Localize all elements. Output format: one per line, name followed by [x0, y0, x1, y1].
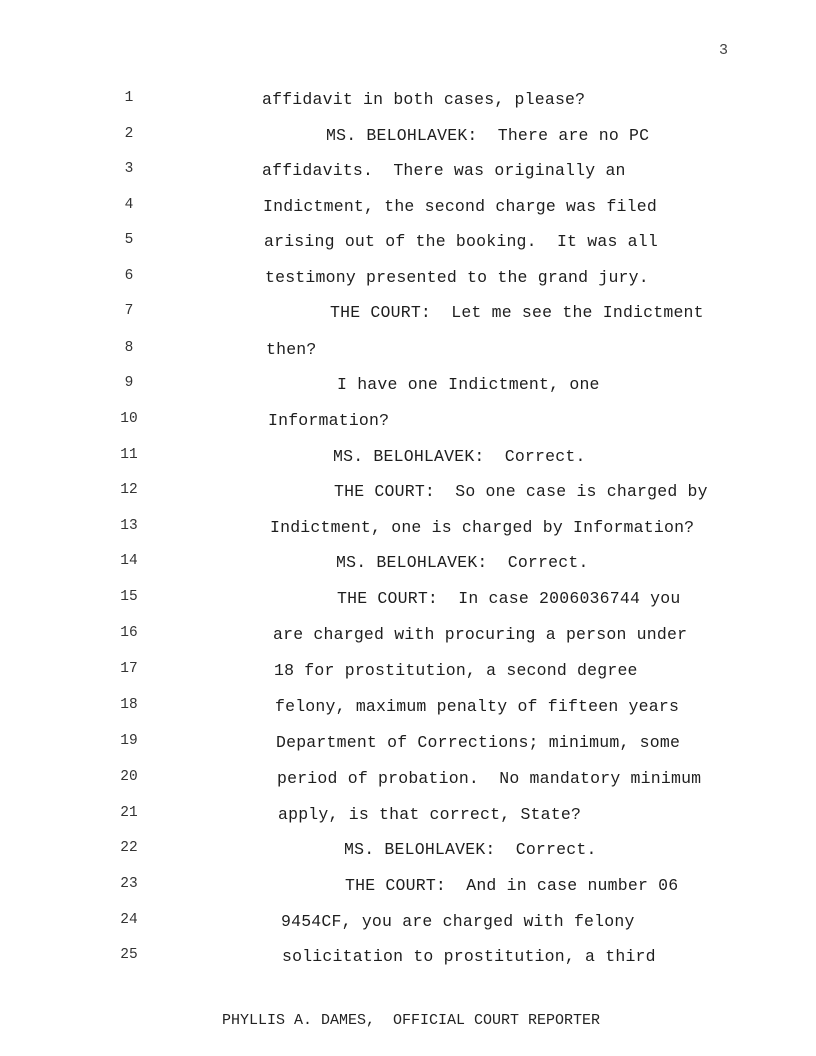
line-text: 18 for prostitution, a second degree — [274, 661, 638, 680]
line-text: Information? — [268, 411, 390, 430]
transcript-line — [0, 805, 816, 829]
line-text: MS. BELOHLAVEK: Correct. — [344, 840, 597, 859]
line-number: 10 — [120, 411, 138, 427]
line-text: affidavit in both cases, please? — [262, 90, 586, 109]
line-number: 19 — [120, 733, 138, 749]
line-text: felony, maximum penalty of fifteen years — [275, 697, 680, 716]
line-text: Department of Corrections; minimum, some — [276, 733, 681, 752]
transcript-line — [0, 482, 816, 506]
transcript-line — [0, 661, 816, 685]
line-text: MS. BELOHLAVEK: Correct. — [336, 553, 589, 572]
line-text: testimony presented to the grand jury. — [265, 268, 649, 287]
line-number: 9 — [124, 375, 134, 391]
line-number: 3 — [124, 161, 134, 177]
line-text: affidavits. There was originally an — [262, 161, 626, 180]
transcript-line — [0, 733, 816, 757]
line-text: apply, is that correct, State? — [278, 805, 582, 824]
line-number: 24 — [120, 912, 138, 928]
line-text: 9454CF, you are charged with felony — [281, 912, 635, 931]
transcript-line — [0, 553, 816, 577]
line-number: 1 — [124, 90, 134, 106]
line-number: 20 — [120, 769, 138, 785]
transcript-line — [0, 303, 816, 327]
line-number: 6 — [124, 268, 134, 284]
transcript-line — [0, 340, 816, 364]
line-text: THE COURT: In case 2006036744 you — [337, 589, 681, 608]
line-number: 12 — [120, 482, 138, 498]
transcript-line — [0, 268, 816, 292]
line-number: 23 — [120, 876, 138, 892]
line-number: 7 — [124, 303, 134, 319]
transcript-line — [0, 769, 816, 793]
line-number: 14 — [120, 553, 138, 569]
line-text: Indictment, the second charge was filed — [263, 197, 657, 216]
line-number: 21 — [120, 805, 138, 821]
transcript-line — [0, 90, 816, 114]
line-number: 4 — [124, 197, 134, 213]
line-number: 13 — [120, 518, 138, 534]
line-text: Indictment, one is charged by Information? — [270, 518, 695, 537]
line-text: then? — [266, 340, 317, 359]
transcript-line — [0, 697, 816, 721]
transcript-line — [0, 375, 816, 399]
line-text: MS. BELOHLAVEK: Correct. — [333, 447, 586, 466]
line-text: THE COURT: So one case is charged by — [334, 482, 708, 501]
line-number: 22 — [120, 840, 138, 856]
transcript-line — [0, 447, 816, 471]
transcript-line — [0, 625, 816, 649]
transcript-line — [0, 876, 816, 900]
transcript-line — [0, 912, 816, 936]
line-number: 2 — [124, 126, 134, 142]
transcript-line — [0, 161, 816, 185]
line-text: period of probation. No mandatory minimum — [277, 769, 702, 788]
line-text: THE COURT: And in case number 06 — [345, 876, 679, 895]
page-number: 3 — [719, 42, 729, 59]
line-text: solicitation to prostitution, a third — [282, 947, 656, 966]
line-text: THE COURT: Let me see the Indictment — [330, 303, 704, 322]
transcript-line — [0, 126, 816, 150]
line-number: 11 — [120, 447, 138, 463]
line-text: are charged with procuring a person under — [273, 625, 688, 644]
line-number: 17 — [120, 661, 138, 677]
transcript-line — [0, 947, 816, 971]
transcript-line — [0, 197, 816, 221]
line-number: 25 — [120, 947, 138, 963]
line-text: arising out of the booking. It was all — [264, 232, 658, 251]
transcript-line — [0, 232, 816, 256]
court-reporter-footer: PHYLLIS A. DAMES, OFFICIAL COURT REPORTER — [222, 1012, 601, 1029]
transcript-line — [0, 518, 816, 542]
line-text: MS. BELOHLAVEK: There are no PC — [326, 126, 650, 145]
line-number: 5 — [124, 232, 134, 248]
line-number: 15 — [120, 589, 138, 605]
transcript-line — [0, 589, 816, 613]
transcript-line — [0, 411, 816, 435]
transcript-line — [0, 840, 816, 864]
line-number: 8 — [124, 340, 134, 356]
line-number: 16 — [120, 625, 138, 641]
line-text: I have one Indictment, one — [337, 375, 600, 394]
line-number: 18 — [120, 697, 138, 713]
